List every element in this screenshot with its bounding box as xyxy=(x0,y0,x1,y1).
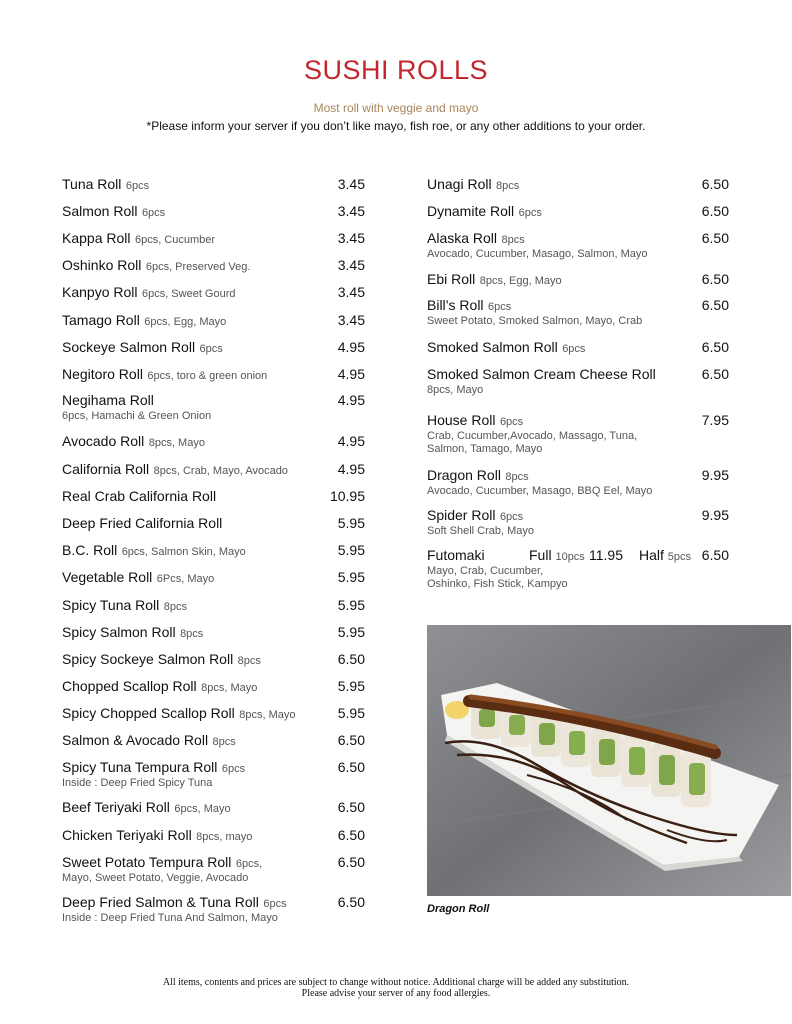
item-name: Dynamite Roll xyxy=(427,203,515,219)
item-portion: 6pcs xyxy=(562,343,586,355)
item-price: 6.50 xyxy=(337,651,365,667)
item-description: Inside : Deep Fried Tuna And Salmon, Mayo xyxy=(62,912,278,924)
item-description: Mayo, Sweet Potato, Veggie, Avocado xyxy=(62,872,249,884)
item-description: Avocado, Cucumber, Masago, Salmon, Mayo xyxy=(427,248,648,260)
menu-item xyxy=(62,799,365,817)
item-price: 5.95 xyxy=(337,569,365,585)
item-name: Ebi Roll xyxy=(427,271,476,287)
menu-item xyxy=(427,507,729,538)
menu-item xyxy=(62,569,365,587)
photo-caption: Dragon Roll xyxy=(427,903,490,915)
item-price: 3.45 xyxy=(337,312,365,328)
item-price: 3.45 xyxy=(337,230,365,246)
dragon-roll-photo xyxy=(427,625,791,896)
item-price: 5.95 xyxy=(337,624,365,640)
item-portion: 6pcs xyxy=(499,416,524,428)
item-name: House Roll xyxy=(427,412,496,428)
item-portion: 8pcs, Mayo xyxy=(239,709,296,721)
menu-item xyxy=(62,732,365,750)
menu-item xyxy=(62,827,365,845)
page-title: SUSHI ROLLS xyxy=(303,55,489,85)
menu-item xyxy=(62,284,365,302)
menu-item xyxy=(62,366,365,384)
menu-item xyxy=(62,176,365,194)
menu-item xyxy=(62,203,365,221)
item-portion: 6pcs xyxy=(488,301,512,313)
item-name: Bill’s Roll xyxy=(427,297,484,313)
menu-item xyxy=(62,461,365,479)
item-name: Futomaki xyxy=(427,547,485,563)
menu-item xyxy=(427,366,729,397)
item-price: 5.95 xyxy=(337,705,365,721)
item-name: Deep Fried California Roll xyxy=(62,515,223,531)
item-portion: 8pcs, Crab, Mayo, Avocado xyxy=(153,465,288,477)
item-name: Real Crab California Roll xyxy=(62,488,217,504)
item-portion: 8pcs xyxy=(496,180,520,192)
right-menu-column xyxy=(427,176,729,596)
item-price: 10.95 xyxy=(329,488,365,504)
menu-item xyxy=(62,651,365,669)
menu-item xyxy=(62,433,365,451)
item-price: 3.45 xyxy=(337,257,365,273)
item-price: 6.50 xyxy=(701,339,729,355)
item-name: Oshinko Roll xyxy=(62,257,142,273)
item-price: 6.50 xyxy=(701,366,729,382)
left-menu-column xyxy=(62,176,365,936)
menu-item xyxy=(427,412,729,456)
item-price: 6.50 xyxy=(337,894,365,910)
item-price: 5.95 xyxy=(337,542,365,558)
item-price: 6.50 xyxy=(701,271,729,287)
item-name: Spicy Salmon Roll xyxy=(62,624,176,640)
dragon-roll-image xyxy=(427,625,791,896)
item-price: 6.50 xyxy=(337,799,365,815)
menu-item xyxy=(427,230,729,261)
full-size: 10pcs xyxy=(555,551,585,563)
item-price: 6.50 xyxy=(701,176,729,192)
item-name: Unagi Roll xyxy=(427,176,492,192)
menu-item xyxy=(62,759,365,790)
item-name: Sockeye Salmon Roll xyxy=(62,339,196,355)
item-name: Spicy Chopped Scallop Roll xyxy=(62,705,235,721)
menu-item xyxy=(427,297,729,328)
item-name: Spicy Tuna Roll xyxy=(62,597,160,613)
item-portion: 8pcs xyxy=(505,471,529,483)
item-description: Soft Shell Crab, Mayo xyxy=(427,525,534,537)
item-name: Dragon Roll xyxy=(427,467,501,483)
item-price: 9.95 xyxy=(701,507,729,523)
item-portion: 6pcs xyxy=(263,898,287,910)
item-price: 4.95 xyxy=(337,433,365,449)
item-name: Kappa Roll xyxy=(62,230,131,246)
half-size: 5pcs xyxy=(667,551,692,563)
item-portion: 6pcs, Salmon Skin, Mayo xyxy=(121,546,246,558)
item-portion: 6pcs, Cucumber xyxy=(134,234,216,246)
half-price: 6.50 xyxy=(701,547,729,563)
item-name: Tamago Roll xyxy=(62,312,140,328)
item-portion: 8pcs, Mayo xyxy=(201,682,258,694)
menu-item xyxy=(427,339,729,357)
item-price: 7.95 xyxy=(701,412,729,428)
item-portion: 8pcs xyxy=(163,601,187,613)
item-price: 5.95 xyxy=(337,597,365,613)
item-portion: 6pcs, toro & green onion xyxy=(147,370,268,382)
item-name: B.C. Roll xyxy=(62,542,118,558)
item-description: Crab, Cucumber,Avocado, Massago, Tuna, xyxy=(427,430,638,442)
item-name: Avocado Roll xyxy=(62,433,145,449)
item-name: Alaska Roll xyxy=(427,230,498,246)
item-portion: 6pcs xyxy=(518,207,542,219)
item-price: 3.45 xyxy=(337,284,365,300)
item-portion: 8pcs, Egg, Mayo xyxy=(479,275,562,287)
item-name: Spicy Sockeye Salmon Roll xyxy=(62,651,234,667)
item-price: 6.50 xyxy=(337,827,365,843)
order-notice: *Please inform your server if you don’t like mayo, fish roe, or any other additions to your order. xyxy=(146,119,646,133)
item-portion: 6pcs, Mayo xyxy=(174,803,231,815)
item-portion: 8pcs xyxy=(237,655,261,667)
item-name: Sweet Potato Tempura Roll xyxy=(62,854,232,870)
item-description: Mayo, Crab, Cucumber, xyxy=(427,565,544,577)
menu-item xyxy=(427,176,729,194)
item-name: Negihama Roll xyxy=(62,392,154,408)
item-description: Oshinko, Fish Stick, Kampyo xyxy=(427,578,568,590)
item-price: 6.50 xyxy=(337,732,365,748)
item-portion: 6pcs, Sweet Gourd xyxy=(141,288,236,300)
item-description: 6pcs, Hamachi & Green Onion xyxy=(62,410,212,422)
item-description: Salmon, Tamago, Mayo xyxy=(427,443,543,455)
item-price: 4.95 xyxy=(337,461,365,477)
item-name: Negitoro Roll xyxy=(62,366,143,382)
menu-item xyxy=(62,597,365,615)
footer-line-1: All items, contents and prices are subject to change without notice. Additional charge will be added any substitution. xyxy=(162,977,630,988)
menu-item xyxy=(62,339,365,357)
item-name: Smoked Salmon Cream Cheese Roll xyxy=(427,366,656,382)
item-description: 8pcs, Mayo xyxy=(427,384,484,396)
menu-item xyxy=(427,203,729,221)
item-portion: 6pcs, Egg, Mayo xyxy=(144,316,227,328)
item-name: Spider Roll xyxy=(427,507,496,523)
subtitle: Most roll with veggie and mayo xyxy=(313,101,479,115)
half-label: Half xyxy=(639,547,664,563)
item-price: 6.50 xyxy=(701,297,729,313)
item-name: Deep Fried Salmon & Tuna Roll xyxy=(62,894,259,910)
item-price: 4.95 xyxy=(337,392,365,408)
menu-item xyxy=(62,542,365,560)
item-portion: 8pcs, mayo xyxy=(196,831,253,843)
menu-item xyxy=(62,678,365,696)
item-price: 5.95 xyxy=(337,678,365,694)
item-price: 9.95 xyxy=(701,467,729,483)
menu-item xyxy=(62,515,365,533)
item-name: Chopped Scallop Roll xyxy=(62,678,197,694)
item-portion: 8pcs xyxy=(180,628,204,640)
menu-item xyxy=(62,392,365,423)
item-portion: 6pcs xyxy=(141,207,166,219)
item-price: 6.50 xyxy=(337,854,365,870)
menu-item xyxy=(62,894,365,925)
item-name: California Roll xyxy=(62,461,150,477)
item-price: 6.50 xyxy=(337,759,365,775)
item-name: Salmon & Avocado Roll xyxy=(62,732,209,748)
item-portion: 6pcs, Preserved Veg. xyxy=(145,261,251,273)
item-portion: 6pcs xyxy=(499,511,524,523)
item-portion: 6pcs, xyxy=(235,858,263,870)
item-portion: 6pcs xyxy=(125,180,150,192)
menu-item xyxy=(62,257,365,275)
item-price: 6.50 xyxy=(701,230,729,246)
item-name: Chicken Teriyaki Roll xyxy=(62,827,192,843)
item-name: Tuna Roll xyxy=(62,176,122,192)
menu-item xyxy=(62,230,365,248)
menu-item xyxy=(62,624,365,642)
item-price: 4.95 xyxy=(337,339,365,355)
item-portion: 6Pcs, Mayo xyxy=(156,573,215,585)
item-description: Sweet Potato, Smoked Salmon, Mayo, Crab xyxy=(427,315,643,327)
item-description: Avocado, Cucumber, Masago, BBQ Eel, Mayo xyxy=(427,485,653,497)
footer-disclaimer xyxy=(0,977,792,999)
item-name: Smoked Salmon Roll xyxy=(427,339,558,355)
item-name: Salmon Roll xyxy=(62,203,138,219)
menu-item xyxy=(427,271,729,289)
item-price: 3.45 xyxy=(337,176,365,192)
menu-item xyxy=(62,705,365,723)
item-description: Inside : Deep Fried Spicy Tuna xyxy=(62,777,213,789)
item-price: 6.50 xyxy=(701,203,729,219)
item-portion: 6pcs xyxy=(221,763,246,775)
item-name: Beef Teriyaki Roll xyxy=(62,799,170,815)
menu-item xyxy=(62,312,365,330)
item-price: 3.45 xyxy=(337,203,365,219)
full-label: Full xyxy=(529,547,552,563)
full-price: 11.95 xyxy=(589,547,623,563)
item-name: Spicy Tuna Tempura Roll xyxy=(62,759,218,775)
menu-item xyxy=(427,467,729,498)
item-price: 5.95 xyxy=(337,515,365,531)
item-portion: 8pcs xyxy=(212,736,236,748)
menu-item-futomaki xyxy=(427,547,729,591)
footer-line-2: Please advise your server of any food allergies. xyxy=(301,988,491,999)
menu-item xyxy=(62,488,365,506)
item-portion: 8pcs, Mayo xyxy=(148,437,205,449)
item-name: Vegetable Roll xyxy=(62,569,153,585)
item-portion: 8pcs xyxy=(501,234,525,246)
item-price: 4.95 xyxy=(337,366,365,382)
item-name: Kanpyo Roll xyxy=(62,284,138,300)
item-portion: 6pcs xyxy=(199,343,223,355)
menu-item xyxy=(62,854,365,885)
